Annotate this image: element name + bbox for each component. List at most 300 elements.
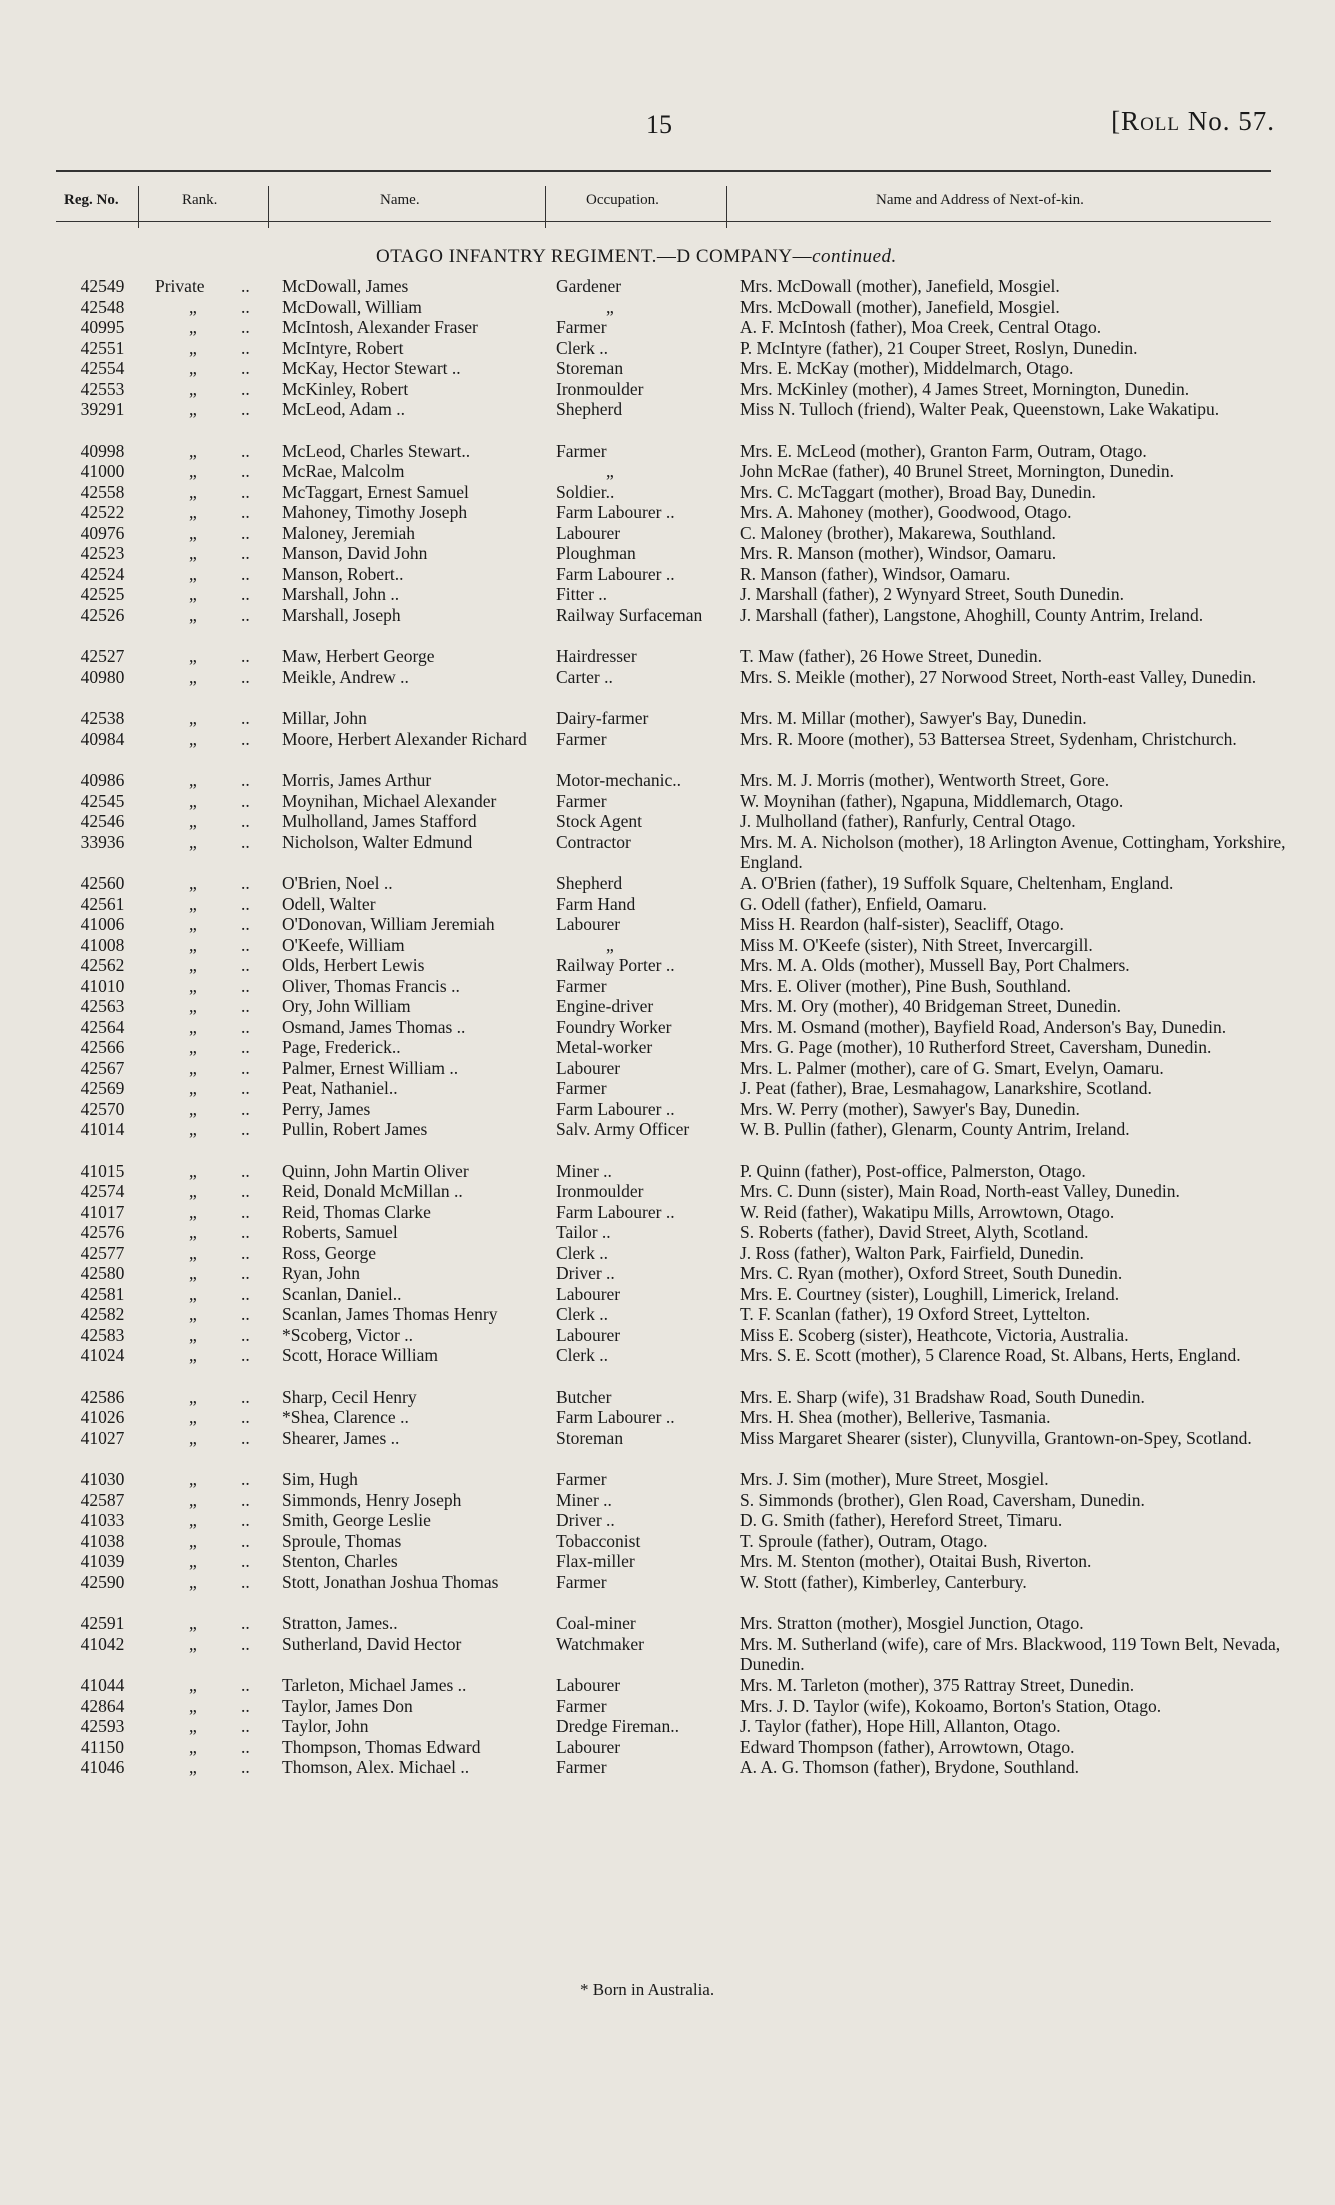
soldier-name bbox=[282, 1304, 544, 1325]
next-of-kin: S. Roberts (father), David Street, Alyth, Scotland. bbox=[740, 1222, 1089, 1242]
soldier-name bbox=[282, 1263, 544, 1284]
soldier-name-text: McLeod, Adam .. bbox=[282, 399, 405, 419]
next-of-kin: J. Ross (father), Walton Park, Fairfield, Dunedin. bbox=[740, 1242, 1084, 1263]
soldier-name-text: Simmonds, Henry Joseph bbox=[282, 1489, 462, 1510]
reg-number: 40986 bbox=[80, 770, 125, 790]
rank: „ bbox=[189, 1407, 197, 1427]
leader-dots: .. bbox=[241, 1201, 250, 1222]
rank: „ bbox=[189, 646, 197, 666]
occupation: Engine-driver bbox=[556, 996, 654, 1016]
leader-dots: .. bbox=[241, 1386, 250, 1407]
reg-number: 40980 bbox=[80, 666, 125, 687]
soldier-name bbox=[282, 461, 544, 482]
soldier-name-text: Scott, Horace William bbox=[282, 1345, 438, 1365]
soldier-name-text: *Scoberg, Victor .. bbox=[282, 1324, 413, 1345]
rank: „ bbox=[189, 955, 197, 975]
occupation: Farmer bbox=[556, 1695, 607, 1716]
occupation: Gardener bbox=[556, 276, 622, 296]
reg-number: 42545 bbox=[80, 790, 125, 811]
occupation: Clerk .. bbox=[556, 1304, 609, 1324]
next-of-kin: Mrs. A. Mahoney (mother), Goodwood, Otago. bbox=[740, 502, 1072, 522]
next-of-kin: Mrs. E. McKay (mother), Middelmarch, Otago. bbox=[740, 358, 1074, 378]
reg-number: 42569 bbox=[80, 1078, 125, 1098]
soldier-name-text: McDowall, James bbox=[282, 276, 409, 296]
section-title-text: OTAGO INFANTRY REGIMENT.—D COMPANY— bbox=[376, 246, 813, 267]
leader-dots: .. bbox=[241, 1633, 250, 1654]
reg-number: 42548 bbox=[80, 296, 125, 317]
rank: „ bbox=[189, 399, 197, 419]
soldier-name-text: Sharp, Cecil Henry bbox=[282, 1386, 417, 1407]
reg-number: 42563 bbox=[80, 996, 125, 1016]
leader-dots: .. bbox=[241, 646, 250, 666]
header-rule-bottom bbox=[56, 221, 1271, 222]
occupation: Driver .. bbox=[556, 1263, 615, 1283]
rank: „ bbox=[189, 1057, 197, 1078]
leader-dots: .. bbox=[241, 358, 250, 378]
soldier-name-text: McDowall, William bbox=[282, 296, 422, 317]
next-of-kin: Mrs. M. Millar (mother), Sawyer's Bay, Dunedin. bbox=[740, 708, 1087, 728]
roll-label-number: No. 57. bbox=[1187, 106, 1275, 136]
reg-number: 42580 bbox=[80, 1263, 125, 1283]
soldier-name bbox=[282, 358, 544, 379]
soldier-name-text: Meikle, Andrew .. bbox=[282, 666, 409, 687]
occupation: Foundry Worker bbox=[556, 1016, 672, 1037]
reg-number: 41026 bbox=[80, 1407, 125, 1427]
soldier-name bbox=[282, 1202, 544, 1223]
next-of-kin: T. Sproule (father), Outram, Otago. bbox=[740, 1530, 988, 1551]
rank: „ bbox=[189, 934, 197, 955]
next-of-kin: T. Maw (father), 26 Howe Street, Dunedin. bbox=[740, 646, 1042, 666]
rank: „ bbox=[189, 563, 197, 584]
leader-dots: .. bbox=[241, 1757, 250, 1777]
leader-dots: .. bbox=[241, 276, 250, 296]
occupation: Shepherd bbox=[556, 873, 623, 893]
occupation: Farm Hand bbox=[556, 893, 636, 914]
next-of-kin: Edward Thompson (father), Arrowtown, Otago. bbox=[740, 1736, 1075, 1757]
leader-dots: .. bbox=[241, 934, 250, 955]
rank: „ bbox=[189, 1037, 197, 1057]
soldier-name-text: O'Keefe, William bbox=[282, 934, 405, 955]
next-of-kin: Mrs. W. Perry (mother), Sawyer's Bay, Dunedin. bbox=[740, 1098, 1080, 1119]
leader-dots: .. bbox=[241, 563, 250, 584]
soldier-name-text: O'Donovan, William Jeremiah bbox=[282, 914, 495, 934]
soldier-name-text: Manson, David John bbox=[282, 543, 428, 563]
rank: „ bbox=[189, 1716, 197, 1736]
next-of-kin: J. Taylor (father), Hope Hill, Allanton, Otago. bbox=[740, 1716, 1061, 1736]
soldier-name-text: Peat, Nathaniel.. bbox=[282, 1078, 398, 1098]
soldier-name bbox=[282, 1407, 544, 1428]
next-of-kin: Miss M. O'Keefe (sister), Nith Street, Invercargill. bbox=[740, 934, 1093, 955]
soldier-name bbox=[282, 667, 544, 688]
occupation: Farmer bbox=[556, 1571, 607, 1592]
occupation: Farm Labourer .. bbox=[556, 563, 675, 584]
occupation: Farmer bbox=[556, 317, 607, 337]
rank: „ bbox=[189, 811, 197, 831]
rank: „ bbox=[189, 1675, 197, 1695]
next-of-kin: Mrs. C. McTaggart (mother), Broad Bay, Dunedin. bbox=[740, 481, 1096, 502]
rank: „ bbox=[189, 1098, 197, 1119]
next-of-kin: Mrs. M. Osmand (mother), Bayfield Road, Anderson's Bay, Dunedin. bbox=[740, 1016, 1227, 1037]
rank: „ bbox=[189, 1016, 197, 1037]
leader-dots: .. bbox=[241, 893, 250, 914]
reg-number: 42524 bbox=[80, 563, 125, 584]
leader-dots: .. bbox=[241, 811, 250, 831]
soldier-name-text: Maloney, Jeremiah bbox=[282, 522, 415, 543]
soldier-name bbox=[282, 1613, 544, 1634]
reg-number: 42586 bbox=[80, 1386, 125, 1407]
rank: „ bbox=[189, 666, 197, 687]
occupation: Railway Surfaceman bbox=[556, 604, 703, 625]
occupation: Farmer bbox=[556, 1757, 607, 1777]
leader-dots: .. bbox=[241, 1016, 250, 1037]
next-of-kin: W. B. Pullin (father), Glenarm, County Antrim, Ireland. bbox=[740, 1119, 1130, 1139]
reg-number: 42567 bbox=[80, 1057, 125, 1078]
reg-number: 42593 bbox=[80, 1716, 125, 1736]
roll-label-prefix: [Roll bbox=[1111, 106, 1180, 136]
leader-dots: .. bbox=[241, 708, 250, 728]
reg-number: 42551 bbox=[80, 337, 125, 358]
leader-dots: .. bbox=[241, 1736, 250, 1757]
page-number: 15 bbox=[646, 110, 672, 139]
soldier-name bbox=[282, 317, 544, 338]
soldier-name bbox=[282, 605, 544, 626]
soldier-name-text: Perry, James bbox=[282, 1098, 371, 1119]
next-of-kin: Mrs. Stratton (mother), Mosgiel Junction, Otago. bbox=[740, 1613, 1084, 1633]
soldier-name-text: Mahoney, Timothy Joseph bbox=[282, 502, 468, 522]
rank: „ bbox=[189, 790, 197, 811]
soldier-name bbox=[282, 276, 544, 297]
leader-dots: .. bbox=[241, 378, 250, 399]
soldier-name bbox=[282, 832, 544, 853]
soldier-name bbox=[282, 1737, 544, 1758]
reg-number: 41014 bbox=[80, 1119, 125, 1139]
leader-dots: .. bbox=[241, 1613, 250, 1633]
next-of-kin: T. F. Scanlan (father), 19 Oxford Street, Lyttelton. bbox=[740, 1304, 1091, 1324]
leader-dots: .. bbox=[241, 1551, 250, 1571]
reg-number: 42560 bbox=[80, 873, 125, 893]
occupation: Labourer bbox=[556, 1675, 621, 1695]
soldier-name-text: Tarleton, Michael James .. bbox=[282, 1675, 467, 1695]
next-of-kin: Mrs. J. Sim (mother), Mure Street, Mosgiel. bbox=[740, 1469, 1049, 1489]
next-of-kin: Miss Margaret Shearer (sister), Clunyvilla, Grantown-on-Spey, Scotland. bbox=[740, 1427, 1252, 1448]
soldier-name bbox=[282, 646, 544, 667]
soldier-name bbox=[282, 564, 544, 585]
soldier-name-text: Reid, Donald McMillan .. bbox=[282, 1181, 463, 1201]
occupation: Shepherd bbox=[556, 399, 623, 419]
leader-dots: .. bbox=[241, 1345, 250, 1365]
occupation: „ bbox=[606, 461, 614, 481]
soldier-name bbox=[282, 955, 544, 976]
soldier-name-text: Osmand, James Thomas .. bbox=[282, 1016, 466, 1037]
leader-dots: .. bbox=[241, 1263, 250, 1283]
occupation: Railway Porter .. bbox=[556, 955, 675, 975]
reg-number: 41015 bbox=[80, 1160, 125, 1181]
leader-dots: .. bbox=[241, 975, 250, 996]
next-of-kin: Mrs. M. Tarleton (mother), 375 Rattray Street, Dunedin. bbox=[740, 1675, 1135, 1695]
col-header-reg: Reg. No. bbox=[64, 192, 119, 208]
occupation: Farmer bbox=[556, 440, 607, 461]
leader-dots: .. bbox=[241, 1119, 250, 1139]
soldier-name-text: Sutherland, David Hector bbox=[282, 1633, 462, 1654]
soldier-name bbox=[282, 1017, 544, 1038]
soldier-name-text: McKinley, Robert bbox=[282, 378, 409, 399]
reg-number: 41027 bbox=[80, 1427, 125, 1448]
reg-number: 42546 bbox=[80, 811, 125, 831]
soldier-name bbox=[282, 338, 544, 359]
rank: „ bbox=[189, 1736, 197, 1757]
leader-dots: .. bbox=[241, 1571, 250, 1592]
next-of-kin: S. Simmonds (brother), Glen Road, Caversham, Dunedin. bbox=[740, 1489, 1145, 1510]
occupation: Labourer bbox=[556, 1736, 621, 1757]
soldier-name bbox=[282, 873, 544, 894]
soldier-name bbox=[282, 1243, 544, 1264]
occupation: Dairy-farmer bbox=[556, 708, 649, 728]
reg-number: 41046 bbox=[80, 1757, 125, 1777]
soldier-name-text: Oliver, Thomas Francis .. bbox=[282, 975, 460, 996]
soldier-name bbox=[282, 1222, 544, 1243]
rank: „ bbox=[189, 1571, 197, 1592]
next-of-kin: Mrs. G. Page (mother), 10 Rutherford Street, Caversham, Dunedin. bbox=[740, 1037, 1212, 1057]
rank: „ bbox=[189, 975, 197, 996]
occupation: Ploughman bbox=[556, 543, 636, 563]
leader-dots: .. bbox=[241, 1489, 250, 1510]
next-of-kin: D. G. Smith (father), Hereford Street, Timaru. bbox=[740, 1510, 1063, 1530]
soldier-name bbox=[282, 1099, 544, 1120]
soldier-name bbox=[282, 1716, 544, 1737]
soldier-name-text: McLeod, Charles Stewart.. bbox=[282, 440, 471, 461]
rank: „ bbox=[189, 1489, 197, 1510]
leader-dots: .. bbox=[241, 1242, 250, 1263]
occupation: Hairdresser bbox=[556, 646, 637, 666]
rank: „ bbox=[189, 831, 197, 852]
soldier-name bbox=[282, 811, 544, 832]
col-header-name: Name. bbox=[380, 192, 420, 208]
soldier-name-text: Sim, Hugh bbox=[282, 1469, 358, 1489]
soldier-name-text: Thompson, Thomas Edward bbox=[282, 1736, 481, 1757]
reg-number: 42576 bbox=[80, 1222, 125, 1242]
soldier-name-text: McIntosh, Alexander Fraser bbox=[282, 317, 478, 337]
soldier-name bbox=[282, 1119, 544, 1140]
reg-number: 42577 bbox=[80, 1242, 125, 1263]
rank: „ bbox=[189, 1613, 197, 1633]
reg-number: 42538 bbox=[80, 708, 125, 728]
reg-number: 41010 bbox=[80, 975, 125, 996]
next-of-kin: Mrs. S. Meikle (mother), 27 Norwood Street, North-east Valley, Dunedin. bbox=[740, 666, 1257, 687]
reg-number: 42581 bbox=[80, 1283, 125, 1304]
rank: „ bbox=[189, 1345, 197, 1365]
leader-dots: .. bbox=[241, 1037, 250, 1057]
occupation: Storeman bbox=[556, 1427, 624, 1448]
rank: „ bbox=[189, 1222, 197, 1242]
soldier-name bbox=[282, 1469, 544, 1490]
reg-number: 42525 bbox=[80, 584, 125, 604]
next-of-kin: J. Marshall (father), 2 Wynyard Street, South Dunedin. bbox=[740, 584, 1125, 604]
soldier-name-text: McTaggart, Ernest Samuel bbox=[282, 481, 469, 502]
soldier-name bbox=[282, 708, 544, 729]
next-of-kin: A. O'Brien (father), 19 Suffolk Square, Cheltenham, England. bbox=[740, 873, 1174, 893]
soldier-name bbox=[282, 1325, 544, 1346]
leader-dots: .. bbox=[241, 873, 250, 893]
soldier-name bbox=[282, 1387, 544, 1408]
reg-number: 42582 bbox=[80, 1304, 125, 1324]
next-of-kin: Mrs. E. McLeod (mother), Granton Farm, Outram, Otago. bbox=[740, 440, 1147, 461]
soldier-name-text: Shearer, James .. bbox=[282, 1427, 400, 1448]
soldier-name-text: Odell, Walter bbox=[282, 893, 376, 914]
soldier-name bbox=[282, 1531, 544, 1552]
rank: „ bbox=[189, 1695, 197, 1716]
next-of-kin: Mrs. M. A. Olds (mother), Mussell Bay, Port Chalmers. bbox=[740, 955, 1130, 975]
occupation: Clerk .. bbox=[556, 1345, 609, 1365]
reg-number: 41030 bbox=[80, 1469, 125, 1489]
rank: „ bbox=[189, 440, 197, 461]
section-title bbox=[376, 246, 897, 268]
section-title-continued: continued. bbox=[812, 246, 897, 267]
reg-number: 41044 bbox=[80, 1675, 125, 1695]
rank: „ bbox=[189, 604, 197, 625]
leader-dots: .. bbox=[241, 1324, 250, 1345]
next-of-kin: W. Stott (father), Kimberley, Canterbury. bbox=[740, 1571, 1027, 1592]
leader-dots: .. bbox=[241, 1222, 250, 1242]
leader-dots: .. bbox=[241, 996, 250, 1016]
next-of-kin: P. Quinn (father), Post-office, Palmerston, Otago. bbox=[740, 1160, 1086, 1181]
rank: „ bbox=[189, 1427, 197, 1448]
soldier-name bbox=[282, 1757, 544, 1778]
rank: Private bbox=[155, 276, 205, 296]
rank: „ bbox=[189, 584, 197, 604]
rank: „ bbox=[189, 543, 197, 563]
occupation: Farmer bbox=[556, 728, 607, 749]
reg-number: 40984 bbox=[80, 728, 125, 749]
next-of-kin: A. A. G. Thomson (father), Brydone, Southland. bbox=[740, 1757, 1079, 1777]
leader-dots: .. bbox=[241, 770, 250, 790]
next-of-kin: G. Odell (father), Enfield, Oamaru. bbox=[740, 893, 987, 914]
soldier-name bbox=[282, 584, 544, 605]
soldier-name bbox=[282, 523, 544, 544]
reg-number: 41017 bbox=[80, 1201, 125, 1222]
next-of-kin: W. Reid (father), Wakatipu Mills, Arrowtown, Otago. bbox=[740, 1201, 1115, 1222]
soldier-name bbox=[282, 543, 544, 564]
soldier-name-text: Marshall, John .. bbox=[282, 584, 400, 604]
reg-number: 40998 bbox=[80, 440, 125, 461]
rank: „ bbox=[189, 1530, 197, 1551]
reg-number: 42554 bbox=[80, 358, 125, 378]
next-of-kin: R. Manson (father), Windsor, Oamaru. bbox=[740, 563, 1011, 584]
rank: „ bbox=[189, 296, 197, 317]
reg-number: 42562 bbox=[80, 955, 125, 975]
next-of-kin: J. Marshall (father), Langstone, Ahoghill, County Antrim, Ireland. bbox=[740, 604, 1204, 625]
soldier-name bbox=[282, 791, 544, 812]
leader-dots: .. bbox=[241, 502, 250, 522]
next-of-kin: J. Peat (father), Brae, Lesmahagow, Lanarkshire, Scotland. bbox=[740, 1078, 1152, 1098]
reg-number: 42590 bbox=[80, 1571, 125, 1592]
col-header-rank: Rank. bbox=[182, 192, 218, 208]
occupation: Farmer bbox=[556, 975, 607, 996]
soldier-name-text: Pullin, Robert James bbox=[282, 1119, 428, 1139]
soldier-name bbox=[282, 297, 544, 318]
rank: „ bbox=[189, 1757, 197, 1777]
leader-dots: .. bbox=[241, 914, 250, 934]
occupation: Salv. Army Officer bbox=[556, 1119, 690, 1139]
leader-dots: .. bbox=[241, 1078, 250, 1098]
soldier-name-text: Smith, George Leslie bbox=[282, 1510, 431, 1530]
rank: „ bbox=[189, 358, 197, 378]
next-of-kin: Mrs. H. Shea (mother), Bellerive, Tasmania. bbox=[740, 1407, 1051, 1427]
header-rule-top bbox=[56, 170, 1271, 172]
soldier-name bbox=[282, 1078, 544, 1099]
soldier-name-text: Moore, Herbert Alexander Richard bbox=[282, 728, 527, 749]
rank: „ bbox=[189, 337, 197, 358]
reg-number: 42570 bbox=[80, 1098, 125, 1119]
leader-dots: .. bbox=[241, 1530, 250, 1551]
occupation: Ironmoulder bbox=[556, 378, 644, 399]
next-of-kin: P. McIntyre (father), 21 Couper Street, Roslyn, Dunedin. bbox=[740, 337, 1138, 358]
occupation: Labourer bbox=[556, 1283, 621, 1304]
rank: „ bbox=[189, 1119, 197, 1139]
soldier-name bbox=[282, 1510, 544, 1531]
reg-number: 42558 bbox=[80, 481, 125, 502]
leader-dots: .. bbox=[241, 317, 250, 337]
soldier-name bbox=[282, 1675, 544, 1696]
next-of-kin: C. Maloney (brother), Makarewa, Southland. bbox=[740, 522, 1056, 543]
leader-dots: .. bbox=[241, 604, 250, 625]
next-of-kin: Mrs. E. Oliver (mother), Pine Bush, Southland. bbox=[740, 975, 1072, 996]
rank: „ bbox=[189, 461, 197, 481]
rank: „ bbox=[189, 996, 197, 1016]
occupation: Carter .. bbox=[556, 666, 613, 687]
soldier-name-text: Sproule, Thomas bbox=[282, 1530, 402, 1551]
occupation: Storeman bbox=[556, 358, 624, 378]
reg-number: 41150 bbox=[80, 1736, 125, 1757]
reg-number: 42523 bbox=[80, 543, 125, 563]
next-of-kin: Mrs. L. Palmer (mother), care of G. Smart, Evelyn, Oamaru. bbox=[740, 1057, 1164, 1078]
rank: „ bbox=[189, 1242, 197, 1263]
roll-label bbox=[1111, 106, 1275, 137]
col-divider bbox=[268, 186, 269, 228]
col-divider bbox=[138, 186, 139, 228]
occupation: Clerk .. bbox=[556, 337, 609, 358]
rank: „ bbox=[189, 1160, 197, 1181]
soldier-name-text: Ross, George bbox=[282, 1242, 376, 1263]
soldier-name-text: Reid, Thomas Clarke bbox=[282, 1201, 431, 1222]
rank: „ bbox=[189, 1633, 197, 1654]
rank: „ bbox=[189, 502, 197, 522]
next-of-kin: Miss E. Scoberg (sister), Heathcote, Victoria, Australia. bbox=[740, 1324, 1129, 1345]
leader-dots: .. bbox=[241, 1283, 250, 1304]
soldier-name bbox=[282, 1490, 544, 1511]
reg-number: 42864 bbox=[80, 1695, 125, 1716]
leader-dots: .. bbox=[241, 337, 250, 358]
col-divider bbox=[545, 186, 546, 228]
reg-number: 42574 bbox=[80, 1181, 125, 1201]
occupation: Labourer bbox=[556, 1057, 621, 1078]
rank: „ bbox=[189, 893, 197, 914]
soldier-name-text: Mulholland, James Stafford bbox=[282, 811, 477, 831]
soldier-name-text: McRae, Malcolm bbox=[282, 461, 405, 481]
occupation: „ bbox=[606, 296, 614, 317]
occupation: Dredge Fireman.. bbox=[556, 1716, 679, 1736]
occupation: Watchmaker bbox=[556, 1633, 644, 1654]
soldier-name bbox=[282, 1345, 544, 1366]
soldier-name-text: Moynihan, Michael Alexander bbox=[282, 790, 497, 811]
rank: „ bbox=[189, 1386, 197, 1407]
leader-dots: .. bbox=[241, 728, 250, 749]
rank: „ bbox=[189, 1181, 197, 1201]
reg-number: 41024 bbox=[80, 1345, 125, 1365]
occupation: Contractor bbox=[556, 831, 631, 852]
next-of-kin: Mrs. E. Sharp (wife), 31 Bradshaw Road, South Dunedin. bbox=[740, 1386, 1145, 1407]
rank: „ bbox=[189, 1283, 197, 1304]
occupation: Stock Agent bbox=[556, 811, 643, 831]
